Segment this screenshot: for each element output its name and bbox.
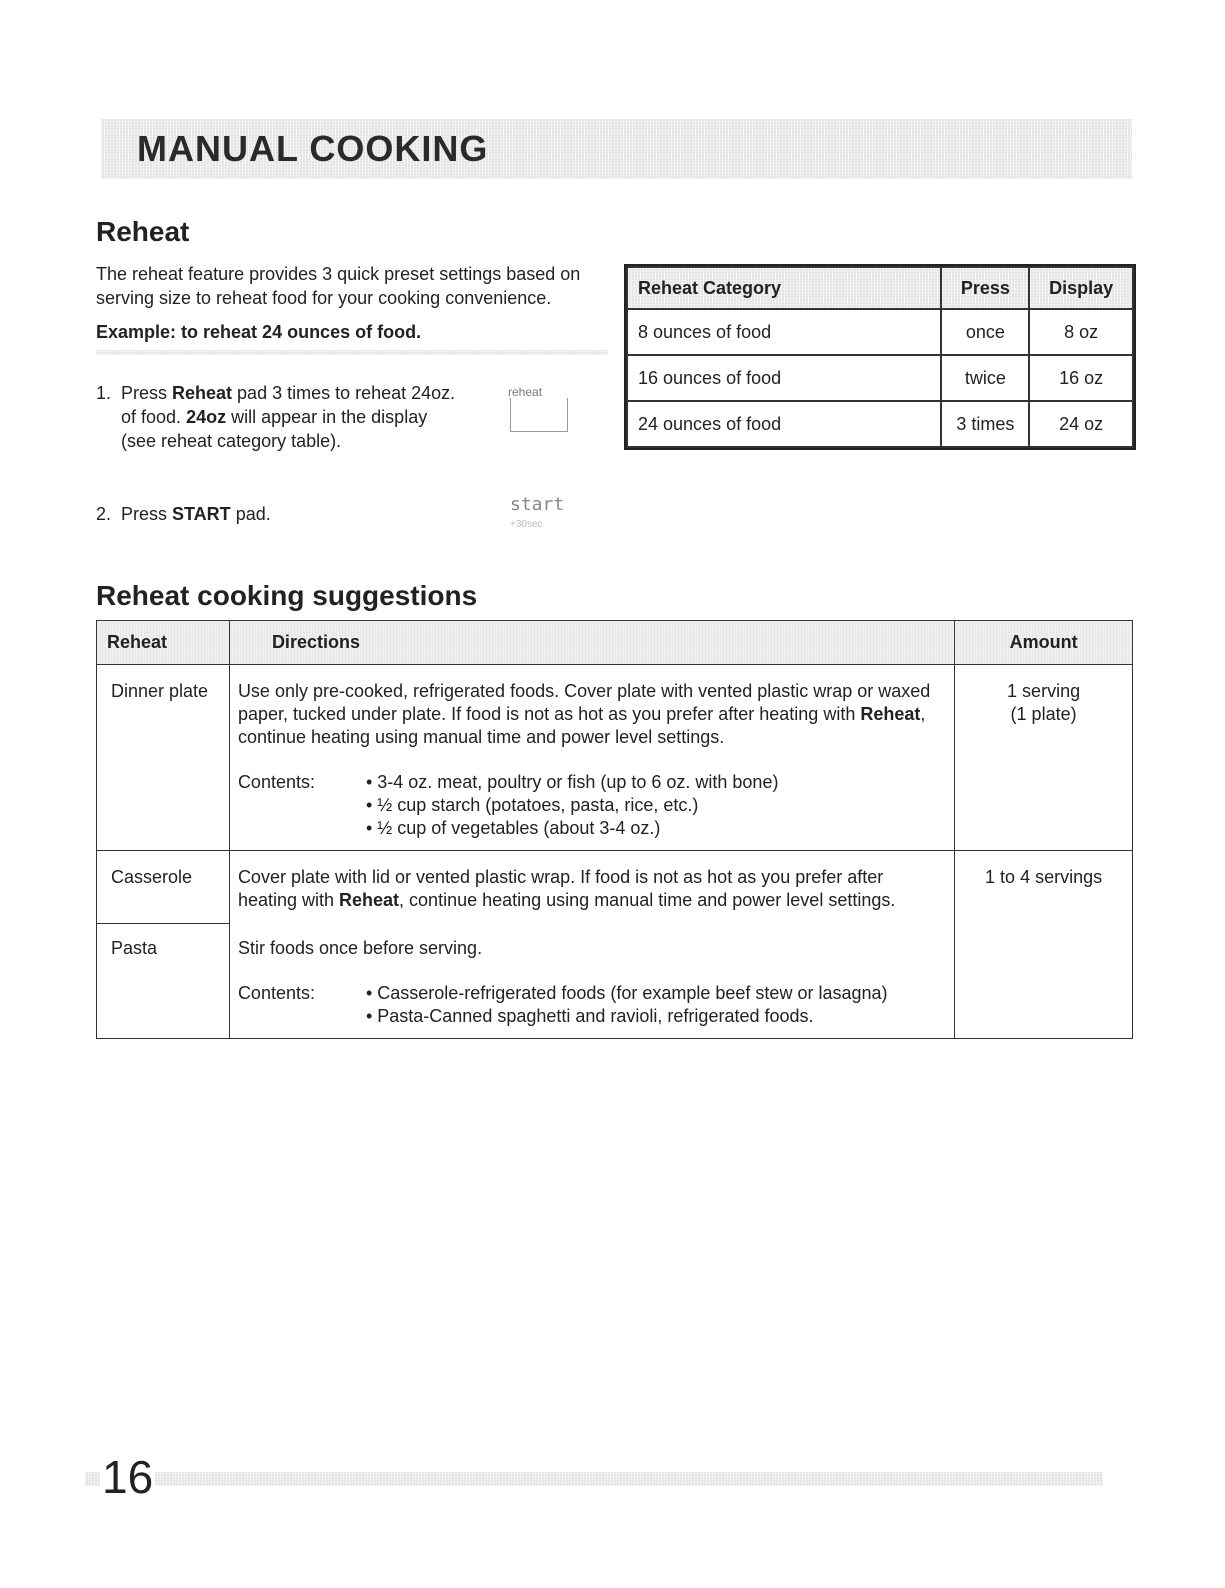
example-divider (96, 350, 608, 355)
amount-cell: 1 to 4 servings (955, 851, 1133, 924)
reheat-category-table (626, 266, 1134, 448)
reheat-heading: Reheat (96, 216, 190, 247)
step-text: Press Reheat pad 3 times to reheat 24oz. of food. 24oz will appear in the display (see reheat category table). (121, 383, 456, 451)
food-name-cell: Pasta (97, 924, 230, 1039)
contents-block (238, 982, 944, 1028)
list-item: • ½ cup starch (potatoes, pasta, rice, etc.) (366, 794, 779, 817)
display-cell: 16 oz (1029, 355, 1133, 401)
step-1 (96, 381, 466, 453)
directions-cell (229, 665, 954, 851)
contents-label: Contents: (237, 982, 315, 1003)
reheat-pad-outline (510, 398, 568, 432)
table-row (627, 401, 1133, 447)
step-number: 1. (96, 383, 112, 403)
category-cell: 8 ounces of food (627, 309, 941, 355)
start-pad-sublabel: +30sec (510, 519, 543, 530)
table-header-row (97, 621, 1133, 665)
amount-text: 1 serving (1007, 681, 1081, 701)
directions-text: Cover plate with lid or vented plastic wrap. If food is not as hot as you prefer after heating with Reheat, continue heating using manual time and power level settings. (237, 867, 896, 910)
category-cell: 24 ounces of food (627, 401, 941, 447)
contents-list (366, 771, 779, 840)
table-row (97, 851, 1133, 924)
step-text: Press START pad. (121, 504, 271, 524)
food-name-cell: Dinner plate (97, 665, 230, 851)
reheat-intro: The reheat feature provides 3 quick preset settings based on serving size to reheat food for your cooking convenience. (96, 264, 581, 308)
header-reheat: Reheat (97, 621, 230, 665)
start-pad-label: start (510, 494, 565, 515)
suggestions-table (96, 620, 1133, 1039)
header-amount: Amount (955, 621, 1133, 665)
table-row (97, 924, 1133, 1039)
amount-cell (955, 924, 1133, 1039)
header-reheat-category: Reheat Category (627, 267, 941, 309)
press-cell: once (941, 309, 1029, 355)
step-2 (96, 502, 466, 526)
list-item: • Casserole-refrigerated foods (for example beef stew or lasagna) (366, 982, 888, 1005)
amount-subtext: (1 plate) (1010, 704, 1077, 724)
table-row (97, 665, 1133, 851)
table-row (627, 355, 1133, 401)
display-cell: 8 oz (1029, 309, 1133, 355)
reheat-pad-label: reheat (508, 385, 543, 399)
category-cell: 16 ounces of food (627, 355, 941, 401)
section-banner (101, 119, 1132, 179)
header-press: Press (941, 267, 1029, 309)
list-item: • 3-4 oz. meat, poultry or fish (up to 6 oz. with bone) (366, 771, 779, 794)
contents-block (238, 771, 944, 840)
contents-list (366, 982, 888, 1028)
list-item: • ½ cup of vegetables (about 3-4 oz.) (366, 817, 779, 840)
press-cell: 3 times (941, 401, 1029, 447)
directions-cell (229, 924, 954, 1039)
example-heading: Example: to reheat 24 ounces of food. (96, 322, 422, 342)
suggestions-heading: Reheat cooking suggestions (96, 580, 478, 611)
start-pad-illustration (510, 494, 570, 534)
food-name-cell: Casserole (97, 851, 230, 924)
directions-cell (229, 851, 954, 924)
step-number: 2. (96, 504, 112, 524)
display-cell: 24 oz (1029, 401, 1133, 447)
header-directions: Directions (229, 621, 954, 665)
list-item: • Pasta-Canned spaghetti and ravioli, refrigerated foods. (366, 1005, 888, 1028)
contents-label: Contents: (237, 772, 315, 792)
banner-title: MANUAL COOKING (137, 128, 489, 169)
header-display: Display (1029, 267, 1133, 309)
footer-divider (85, 1472, 1103, 1486)
directions-text: Stir foods once before serving. (237, 937, 483, 958)
amount-cell (955, 665, 1133, 851)
directions-text: Use only pre-cooked, refrigerated foods. Cover plate with vented plastic wrap or waxed paper, tucked under plate. If food is not as hot as you prefer after heating with Reheat, continue heating using manual time and power level settings. (237, 681, 931, 747)
page-number: 16 (102, 1451, 154, 1503)
table-row (627, 309, 1133, 355)
reheat-pad-illustration (508, 385, 570, 433)
table-header-row (627, 267, 1133, 309)
press-cell: twice (941, 355, 1029, 401)
